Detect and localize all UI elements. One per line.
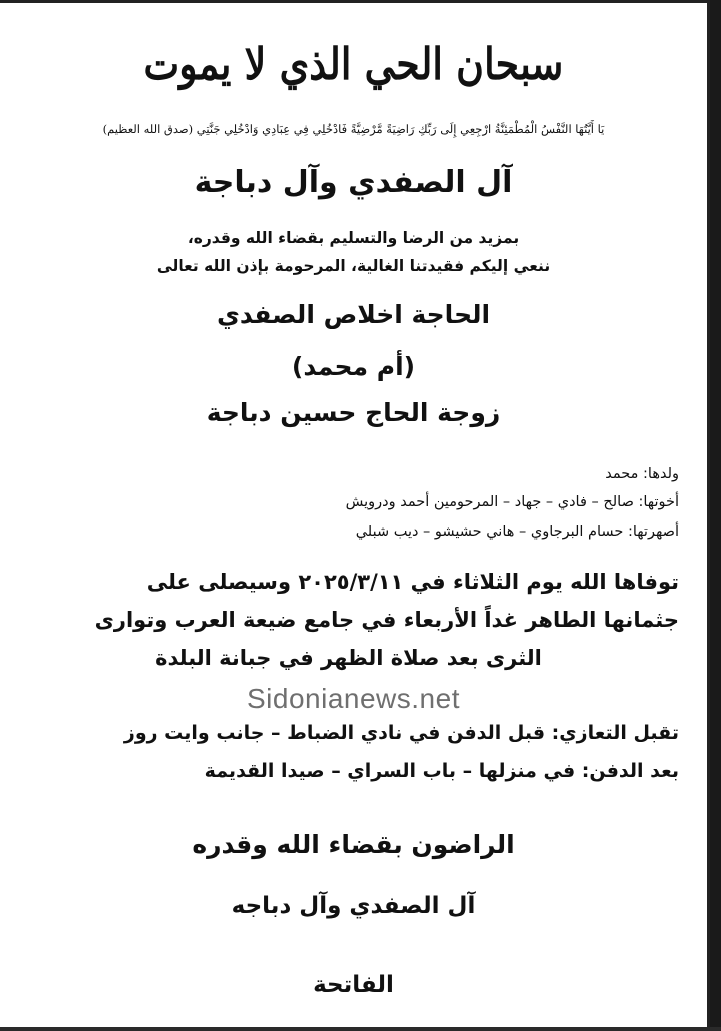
fatiha: الفاتحة [313, 972, 394, 998]
condolences-before-burial: تقبل التعازي: قبل الدفن في نادي الضباط – جانب وايت روز [123, 722, 679, 744]
condolences-after-burial: بعد الدفن: في منزلها – باب السراي – صيدا القديمة [204, 760, 679, 782]
calligraphy-header: سبحان الحي الذي لا يموت [143, 37, 564, 90]
quran-verse: يَا أَيَّتُهَا النَّفْسُ الْمُطْمَئِنَّةُ ارْجِعِي إِلَى رَبِّكِ رَاضِيَةً مَّرْضِيَّةً فَادْخُلِي فِي عِبَادِي وَادْخُلِي جَنَّتِي (صدق الله العظيم) [102, 122, 605, 136]
funeral-line-2: جثمانها الطاهر غداً الأربعاء في جامع ضيعة العرب وتوارى [94, 608, 679, 632]
relatives-in-laws: أصهرتها: حسام البرجاوي – هاني حشيشو – ديب شبلي [355, 524, 679, 540]
families-title: آل الصفدي وآل دباجة [194, 165, 513, 200]
intro-line-1: بمزيد من الرضا والتسليم بقضاء الله وقدره، [187, 229, 520, 247]
deceased-kunya: (أم محمد) [291, 352, 416, 381]
deceased-name: الحاجة اخلاص الصفدي [216, 300, 491, 329]
funeral-line-3: الثرى بعد صلاة الظهر في جبانة البلدة [155, 646, 542, 670]
closing-families: آل الصفدي وآل دباجه [231, 893, 476, 919]
funeral-line-1: توفاها الله يوم الثلاثاء في ٢٠٢٥/٣/١١ وسيصلى على [146, 570, 679, 594]
deceased-spouse: زوجة الحاج حسين دباجة [206, 398, 501, 427]
relatives-siblings: أخوتها: صالح – فادي – جهاد – المرحومين أحمد ودرويش [345, 494, 679, 510]
closing-phrase: الراضون بقضاء الله وقدره [192, 830, 515, 859]
intro-line-2: ننعي إليكم فقيدتنا الغالية، المرحومة بإذن الله تعالى [156, 257, 551, 275]
relatives-sons: ولدها: محمد [605, 466, 679, 482]
page-edge [0, 1027, 721, 1031]
watermark: Sidonianews.net [247, 683, 460, 714]
